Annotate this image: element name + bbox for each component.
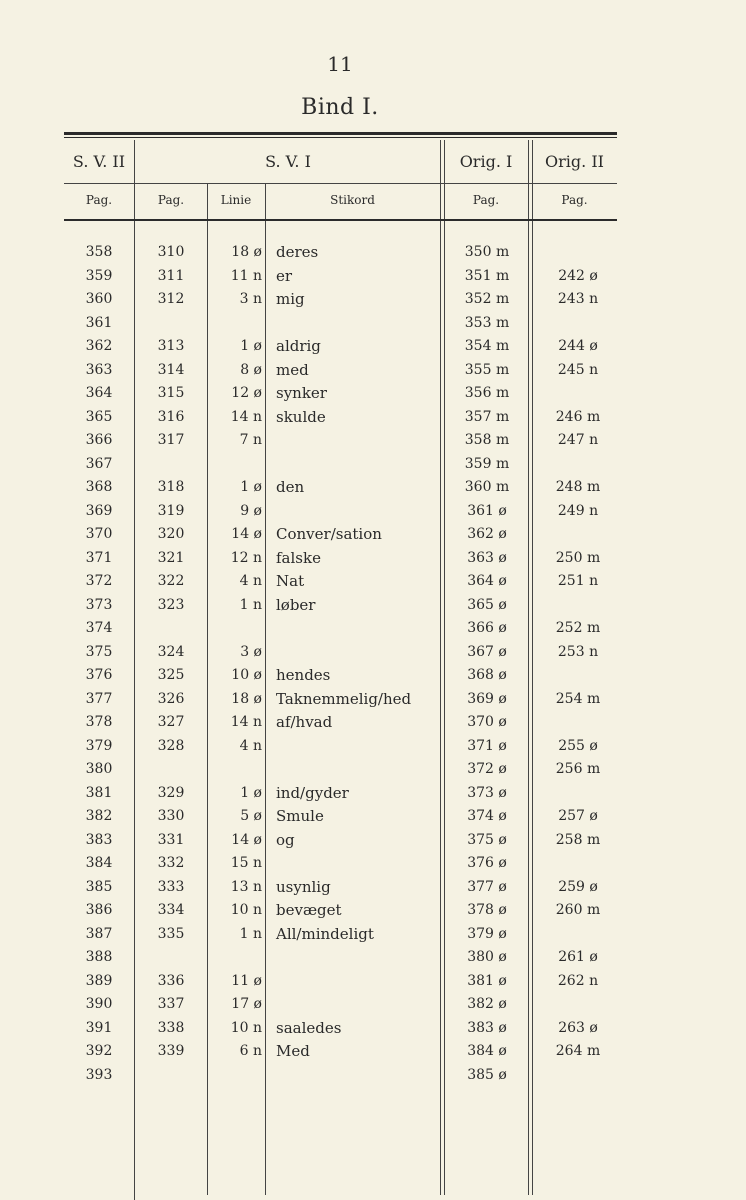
cell-orig1-pag: 374 ø xyxy=(467,808,507,824)
cell-orig1-pag: 368 ø xyxy=(467,667,507,683)
table-row xyxy=(0,782,746,806)
header-sv1: S. V. I xyxy=(265,152,311,171)
cell-orig1-pag: 365 ø xyxy=(467,596,507,613)
page-title: Bind I. xyxy=(301,95,379,120)
cell-orig2-pag: 262 n xyxy=(557,972,599,989)
cell-orig1-pag: 379 ø xyxy=(467,925,507,942)
cell-sv2-pag: 390 xyxy=(85,996,113,1012)
cell-orig1-pag: 366 ø xyxy=(467,620,507,636)
table-row xyxy=(0,641,746,665)
cell-sv1-linie: 1 ø xyxy=(240,479,262,495)
table-row xyxy=(0,429,746,453)
cell-orig2-pag: 245 n xyxy=(557,361,599,378)
cell-sv2-pag: 373 xyxy=(85,596,113,613)
cell-sv1-pag: 331 xyxy=(157,831,185,848)
cell-orig2-pag: 257 ø xyxy=(558,808,598,824)
cell-sv1-linie: 1 n xyxy=(239,596,262,613)
cell-orig2-pag: 248 m xyxy=(555,479,601,495)
cell-sv1-stikord: Med xyxy=(276,1042,310,1060)
cell-orig1-pag: 351 m xyxy=(464,267,510,284)
cell-orig1-pag: 363 ø xyxy=(467,549,507,566)
cell-orig2-pag: 242 ø xyxy=(558,267,598,284)
cell-sv1-stikord: er xyxy=(276,266,293,285)
cell-sv1-stikord: usynlig xyxy=(276,877,331,896)
cell-orig1-pag: 382 ø xyxy=(467,996,507,1012)
table-row xyxy=(0,547,746,571)
cell-sv1-stikord: hendes xyxy=(276,666,331,684)
cell-orig2-pag: 253 n xyxy=(557,643,599,660)
table-row xyxy=(0,993,746,1017)
table-row xyxy=(0,453,746,477)
cell-orig1-pag: 350 m xyxy=(464,244,510,260)
cell-sv1-stikord: synker xyxy=(276,384,327,402)
table-row xyxy=(0,923,746,947)
table-row xyxy=(0,970,746,994)
cell-sv1-linie: 1 ø xyxy=(240,784,262,801)
cell-sv2-pag: 366 xyxy=(85,432,113,448)
table-row xyxy=(0,876,746,900)
cell-sv1-pag: 339 xyxy=(157,1043,185,1059)
cell-orig1-pag: 377 ø xyxy=(467,878,507,895)
cell-sv1-pag: 314 xyxy=(157,361,185,378)
cell-sv1-pag: 324 xyxy=(157,643,185,660)
cell-orig1-pag: 369 ø xyxy=(467,690,507,707)
subheader-orig2-pag: Pag. xyxy=(561,193,588,207)
cell-sv2-pag: 376 xyxy=(85,667,113,683)
cell-sv1-stikord: den xyxy=(276,478,305,496)
cell-sv2-pag: 372 xyxy=(85,573,113,589)
table-row xyxy=(0,523,746,547)
cell-sv1-pag: 332 xyxy=(157,855,185,871)
cell-sv1-stikord: ind/gyder xyxy=(276,783,349,802)
cell-sv1-linie: 12 n xyxy=(230,549,262,566)
cell-sv2-pag: 359 xyxy=(85,267,113,284)
cell-sv1-stikord: Smule xyxy=(276,807,324,825)
cell-sv1-linie: 8 ø xyxy=(240,361,262,378)
cell-sv2-pag: 371 xyxy=(85,549,113,566)
cell-sv2-pag: 377 xyxy=(85,690,113,707)
cell-orig2-pag: 258 m xyxy=(555,831,601,848)
cell-sv1-pag: 319 xyxy=(157,502,185,519)
cell-orig1-pag: 353 m xyxy=(464,314,510,331)
cell-sv2-pag: 358 xyxy=(85,244,113,260)
cell-orig2-pag: 243 n xyxy=(557,291,599,307)
cell-sv1-stikord: bevæget xyxy=(276,901,342,919)
cell-orig2-pag: 263 ø xyxy=(558,1019,598,1036)
header-orig2: Orig. II xyxy=(545,152,604,171)
cell-sv2-pag: 367 xyxy=(85,455,113,472)
table-row xyxy=(0,312,746,336)
header-sv2: S. V. II xyxy=(72,152,126,171)
cell-sv1-linie: 4 n xyxy=(239,573,262,589)
header-bottom-rule xyxy=(64,219,617,221)
cell-sv1-linie: 1 ø xyxy=(240,338,262,354)
cell-orig1-pag: 384 ø xyxy=(467,1043,507,1059)
cell-orig1-pag: 371 ø xyxy=(467,737,507,754)
cell-sv2-pag: 364 xyxy=(85,385,113,401)
cell-sv1-linie: 1 n xyxy=(239,925,262,942)
cell-orig1-pag: 373 ø xyxy=(467,784,507,801)
cell-orig2-pag: 251 n xyxy=(557,573,599,589)
cell-orig1-pag: 372 ø xyxy=(467,761,507,777)
table-row xyxy=(0,476,746,500)
cell-sv2-pag: 384 xyxy=(85,855,113,871)
cell-sv1-stikord: mig xyxy=(276,290,305,308)
cell-sv2-pag: 379 xyxy=(85,737,113,754)
cell-sv2-pag: 381 xyxy=(85,784,113,801)
cell-sv1-stikord: skulde xyxy=(276,407,326,426)
cell-sv1-linie: 10 ø xyxy=(231,667,262,683)
cell-sv1-stikord: Taknemmelig/hed xyxy=(276,689,412,708)
cell-sv2-pag: 365 xyxy=(85,408,113,425)
cell-sv2-pag: 369 xyxy=(85,502,113,519)
cell-orig1-pag: 360 m xyxy=(464,479,510,495)
cell-orig1-pag: 355 m xyxy=(464,361,510,378)
cell-sv1-linie: 5 ø xyxy=(240,808,262,824)
cell-sv1-pag: 315 xyxy=(157,385,185,401)
table-row xyxy=(0,265,746,289)
table-row xyxy=(0,688,746,712)
cell-sv2-pag: 391 xyxy=(85,1019,113,1036)
table-row xyxy=(0,382,746,406)
table-row xyxy=(0,570,746,594)
cell-sv1-pag: 312 xyxy=(157,291,185,307)
table-row xyxy=(0,735,746,759)
cell-orig1-pag: 375 ø xyxy=(467,831,507,848)
table-row xyxy=(0,288,746,312)
cell-sv2-pag: 389 xyxy=(85,972,113,989)
cell-sv1-pag: 326 xyxy=(157,690,185,707)
cell-orig2-pag: 259 ø xyxy=(558,878,598,895)
cell-sv1-pag: 338 xyxy=(157,1019,185,1036)
cell-sv1-linie: 11 n xyxy=(230,267,262,284)
cell-orig1-pag: 359 m xyxy=(464,455,510,472)
cell-sv1-linie: 11 ø xyxy=(231,972,262,989)
cell-orig1-pag: 356 m xyxy=(464,385,510,401)
cell-orig1-pag: 367 ø xyxy=(467,643,507,660)
table-row xyxy=(0,899,746,923)
cell-orig1-pag: 370 ø xyxy=(467,714,507,730)
cell-sv1-stikord: af/hvad xyxy=(276,713,333,731)
cell-sv2-pag: 383 xyxy=(85,831,113,848)
cell-sv1-pag: 316 xyxy=(157,408,185,425)
cell-orig1-pag: 352 m xyxy=(464,291,510,307)
cell-sv1-linie: 14 n xyxy=(230,408,262,425)
cell-orig1-pag: 354 m xyxy=(464,338,510,354)
table-row xyxy=(0,852,746,876)
cell-sv1-pag: 318 xyxy=(157,479,185,495)
cell-sv1-pag: 325 xyxy=(157,667,185,683)
cell-sv1-linie: 9 ø xyxy=(240,502,262,519)
cell-sv1-pag: 321 xyxy=(157,549,185,566)
cell-sv1-linie: 12 ø xyxy=(231,385,262,401)
cell-sv1-pag: 327 xyxy=(157,714,185,730)
cell-orig1-pag: 364 ø xyxy=(467,573,507,589)
cell-sv1-linie: 18 ø xyxy=(231,690,262,707)
cell-orig1-pag: 383 ø xyxy=(467,1019,507,1036)
cell-orig1-pag: 361 ø xyxy=(467,502,507,519)
table-row xyxy=(0,829,746,853)
table-row xyxy=(0,241,746,265)
cell-orig1-pag: 376 ø xyxy=(467,855,507,871)
cell-sv1-pag: 336 xyxy=(157,972,185,989)
cell-orig1-pag: 357 m xyxy=(464,408,510,425)
cell-sv2-pag: 388 xyxy=(85,949,113,965)
cell-sv1-pag: 337 xyxy=(157,996,185,1012)
cell-sv1-linie: 7 n xyxy=(239,432,262,448)
top-rule-thin xyxy=(64,137,617,138)
page-number: 11 xyxy=(327,52,353,76)
table-row xyxy=(0,406,746,430)
table-row xyxy=(0,711,746,735)
top-rule xyxy=(64,132,617,135)
subheader-orig1-pag: Pag. xyxy=(472,193,500,207)
subheader-sv2-pag: Pag. xyxy=(85,193,113,207)
cell-sv2-pag: 370 xyxy=(85,526,113,542)
cell-sv1-stikord: løber xyxy=(276,595,316,614)
cell-orig2-pag: 261 ø xyxy=(558,949,598,965)
cell-sv1-linie: 3 ø xyxy=(240,643,262,660)
table-row xyxy=(0,335,746,359)
table-row xyxy=(0,594,746,618)
cell-sv2-pag: 378 xyxy=(85,714,113,730)
cell-sv1-stikord: Nat xyxy=(276,572,305,590)
cell-orig2-pag: 247 n xyxy=(557,432,599,448)
cell-sv1-pag: 322 xyxy=(157,573,185,589)
cell-sv2-pag: 386 xyxy=(85,902,113,918)
cell-sv2-pag: 361 xyxy=(85,314,113,331)
table-row xyxy=(0,617,746,641)
cell-sv2-pag: 375 xyxy=(85,643,113,660)
cell-orig2-pag: 255 ø xyxy=(558,737,598,754)
cell-sv2-pag: 368 xyxy=(85,479,113,495)
cell-sv1-pag: 317 xyxy=(157,432,185,448)
header-orig1: Orig. I xyxy=(459,152,513,171)
cell-orig2-pag: 256 m xyxy=(555,761,601,777)
cell-orig1-pag: 358 m xyxy=(464,432,510,448)
cell-sv1-pag: 320 xyxy=(157,526,185,542)
cell-sv1-linie: 10 n xyxy=(230,902,262,918)
cell-orig1-pag: 380 ø xyxy=(467,949,507,965)
cell-orig2-pag: 244 ø xyxy=(558,338,598,354)
cell-orig2-pag: 246 m xyxy=(555,408,601,425)
cell-orig2-pag: 254 m xyxy=(555,690,601,707)
cell-sv1-linie: 15 n xyxy=(230,855,262,871)
cell-sv1-stikord: og xyxy=(276,830,295,849)
cell-sv1-pag: 330 xyxy=(157,808,185,824)
cell-orig2-pag: 250 m xyxy=(555,549,601,566)
cell-sv1-linie: 6 n xyxy=(239,1043,262,1059)
cell-sv1-linie: 14 ø xyxy=(231,831,262,848)
subheader-sv1-pag: Pag. xyxy=(157,193,185,207)
cell-sv1-linie: 18 ø xyxy=(231,244,262,260)
cell-sv1-pag: 311 xyxy=(157,267,185,284)
table-row xyxy=(0,1017,746,1041)
cell-sv1-stikord: med xyxy=(276,360,309,379)
cell-sv2-pag: 362 xyxy=(85,338,113,354)
cell-orig1-pag: 385 ø xyxy=(467,1066,507,1083)
cell-sv2-pag: 387 xyxy=(85,925,113,942)
subheader-rule xyxy=(64,183,617,184)
cell-sv1-pag: 323 xyxy=(157,596,185,613)
cell-sv2-pag: 363 xyxy=(85,361,113,378)
table-row xyxy=(0,805,746,829)
cell-sv1-linie: 14 n xyxy=(230,714,262,730)
cell-orig1-pag: 362 ø xyxy=(467,526,507,542)
cell-orig2-pag: 264 m xyxy=(555,1043,601,1059)
cell-sv2-pag: 393 xyxy=(85,1066,113,1083)
cell-sv1-linie: 10 n xyxy=(230,1019,262,1036)
subheader-sv1-stikord: Stikord xyxy=(330,193,375,207)
table-row xyxy=(0,946,746,970)
table-row xyxy=(0,758,746,782)
cell-orig1-pag: 378 ø xyxy=(467,902,507,918)
table-row xyxy=(0,359,746,383)
cell-sv1-pag: 310 xyxy=(157,244,185,260)
table-row xyxy=(0,500,746,524)
table-row xyxy=(0,1064,746,1088)
cell-sv2-pag: 382 xyxy=(85,808,113,824)
cell-sv1-pag: 313 xyxy=(157,338,185,354)
cell-sv1-pag: 333 xyxy=(157,878,185,895)
cell-orig2-pag: 252 m xyxy=(555,620,601,636)
cell-sv2-pag: 360 xyxy=(85,291,113,307)
cell-sv2-pag: 374 xyxy=(85,620,113,636)
cell-sv1-linie: 13 n xyxy=(230,878,262,895)
cell-sv1-stikord: All/mindeligt xyxy=(276,924,374,943)
cell-sv1-stikord: saaledes xyxy=(276,1018,342,1037)
cell-sv1-pag: 328 xyxy=(157,737,185,754)
subheader-sv1-linie: Linie xyxy=(220,193,252,207)
cell-sv2-pag: 392 xyxy=(85,1043,113,1059)
cell-sv2-pag: 380 xyxy=(85,761,113,777)
cell-orig2-pag: 260 m xyxy=(555,902,601,918)
cell-sv1-linie: 3 n xyxy=(239,291,262,307)
table-row xyxy=(0,1040,746,1064)
cell-sv1-pag: 335 xyxy=(157,925,185,942)
cell-sv1-stikord: aldrig xyxy=(276,337,321,355)
cell-sv1-linie: 4 n xyxy=(239,737,262,754)
cell-sv1-stikord: deres xyxy=(276,243,319,261)
cell-sv1-linie: 14 ø xyxy=(231,526,262,542)
cell-sv2-pag: 385 xyxy=(85,878,113,895)
cell-sv1-pag: 329 xyxy=(157,784,185,801)
table-row xyxy=(0,664,746,688)
cell-orig2-pag: 249 n xyxy=(557,502,599,519)
table-body xyxy=(0,241,746,1087)
cell-orig1-pag: 381 ø xyxy=(467,972,507,989)
cell-sv1-stikord: falske xyxy=(276,548,321,567)
cell-sv1-pag: 334 xyxy=(157,902,185,918)
cell-sv1-stikord: Conver/sation xyxy=(276,525,382,543)
cell-sv1-linie: 17 ø xyxy=(231,996,262,1012)
